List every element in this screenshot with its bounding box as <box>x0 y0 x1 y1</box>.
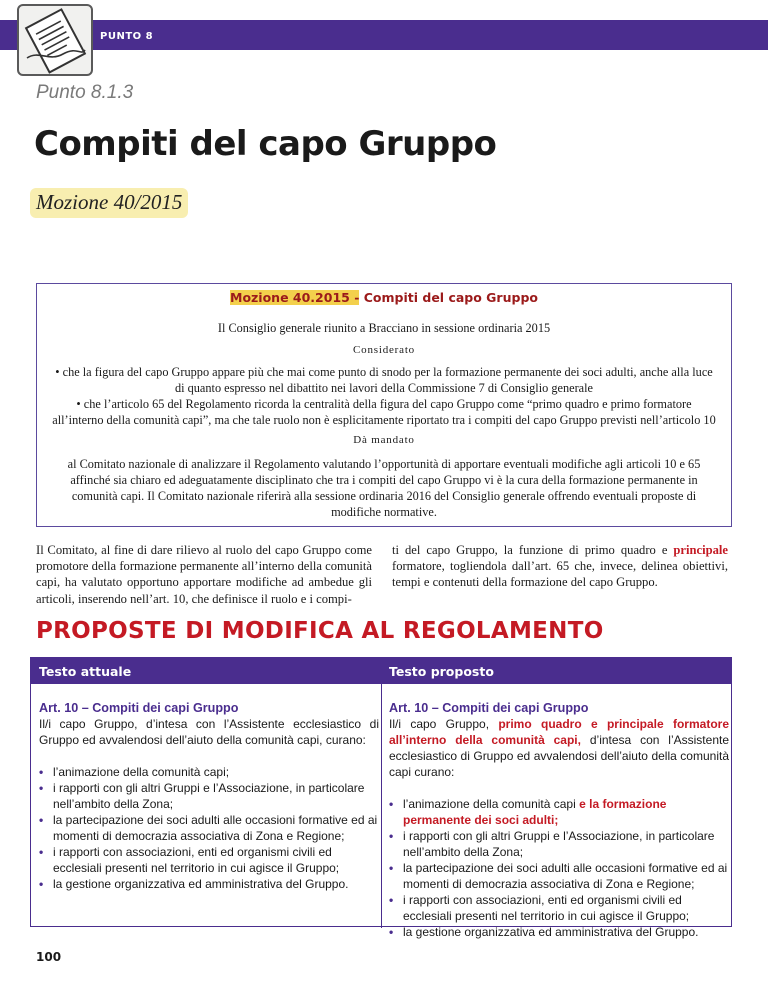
article-list <box>389 796 729 940</box>
subtitle: Punto 8.1.3 <box>36 82 134 103</box>
motion-heading-highlight: Mozione 40.2015 - <box>230 290 360 305</box>
proposed-text-column <box>389 700 729 940</box>
comparison-table <box>30 657 732 939</box>
prose-right-part-1: ti del capo Gruppo, la funzione di primo quadro e <box>392 543 674 557</box>
section-label: PUNTO 8 <box>100 31 154 42</box>
list-item: • l’animazione della comunità capi; <box>39 764 379 780</box>
list-item: • i rapporti con associazioni, enti ed organismi civili ed ecclesiali presenti nel territorio in cui agisce il Gruppo; <box>389 892 729 924</box>
prose-left: Il Comitato, al fine di dare rilievo al ruolo del capo Gruppo come promotore della formazione permanente all’interno della comunità capi, ha valutato opportuno apportare modifiche ad ambedue gli articoli, inserendo nell’art. 10, che definisce il ruolo e i compi- <box>36 543 372 606</box>
list-item: • i rapporti con associazioni, enti ed organismi civili ed ecclesiali presenti nel territorio in cui agisce il Gruppo; <box>39 844 379 876</box>
document-icon <box>17 4 93 76</box>
prose-right-highlight: principale <box>673 543 728 557</box>
current-text-column <box>39 700 379 892</box>
column-divider <box>381 684 382 928</box>
section-title: PROPOSTE DI MODIFICA AL REGOLAMENTO <box>36 618 604 644</box>
item-added-text: e la formazione permanente dei soci adulti; <box>403 797 667 827</box>
list-item: • i rapporti con gli altri Gruppi e l’Associazione, in particolare nell’ambito della Zona; <box>389 828 729 860</box>
article-list <box>39 764 379 892</box>
motion-intro: Il Consiglio generale riunito a Bracciano in sessione ordinaria 2015 <box>217 321 551 335</box>
list-item <box>389 796 729 828</box>
mandato-text: al Comitato nazionale di analizzare il Regolamento valutando l’opportunità di apportare eventuali modifiche agli articoli 10 e 65 affinché sia chiaro ed adeguatamente disciplinato che tra i compiti del capo Gruppo vi è la cura della formazione permanente in comunità capi. Il Comitato nazionale riferirà alla sessione ordinaria 2016 del Consiglio generale offrendo eventuali proposte di modifiche normative. <box>67 457 701 519</box>
list-item: • la partecipazione dei soci adulti alle occasioni formative ed ai momenti di democrazia associativa di Zona e Regione; <box>39 812 379 844</box>
considerato-label: Considerato <box>353 344 415 356</box>
header-current-text: Testo attuale <box>39 664 132 679</box>
page-title: Compiti del capo Gruppo <box>34 124 497 164</box>
motion-tag: Mozione 40/2015 <box>30 188 188 218</box>
prose-right <box>392 542 728 591</box>
intro-part-1: Il/i capo Gruppo, <box>389 717 499 731</box>
article-intro: Il/i capo Gruppo, d’intesa con l’Assistente ecclesiastico di Gruppo ed avvalendosi dell’aiuto della comunità capi, curano: <box>39 717 379 747</box>
article-title: Art. 10 – Compiti dei capi Gruppo <box>389 701 589 715</box>
list-item: • la gestione organizzativa ed amministrativa del Gruppo. <box>39 876 379 892</box>
section-band <box>0 20 768 50</box>
comparison-header <box>31 658 731 684</box>
list-item: • la partecipazione dei soci adulti alle occasioni formative ed ai momenti di democrazia associativa di Zona e Regione; <box>389 860 729 892</box>
prose-right-part-2: formatore, togliendola dall’art. 65 che, invece, delinea obiettivi, tempi e contenuti della formazione del capo Gruppo. <box>392 559 728 590</box>
motion-heading <box>37 290 731 305</box>
article-title: Art. 10 – Compiti dei capi Gruppo <box>39 701 239 715</box>
motion-box <box>36 283 732 527</box>
considerato-item-2: • che l’articolo 65 del Regolamento ricorda la centralità della figura del capo Gruppo come “primo quadro e primo formatore all’interno della comunità capi”, ma che tale ruolo non è esplicitamente riportato tra i compiti del capo Gruppo previsti nell’articolo 10 <box>52 397 716 427</box>
article-intro <box>389 716 729 780</box>
header-proposed-text: Testo proposto <box>389 664 494 679</box>
considerato-item-1: • che la figura del capo Gruppo appare più che mai come punto di snodo per la formazione permanente dei soci adulti, anche alla luce di quanto espresso nel dibattito nei lavori della Commissione 7 di Consiglio generale <box>55 365 713 395</box>
page-number: 100 <box>36 950 62 964</box>
motion-heading-rest: Compiti del capo Gruppo <box>363 290 538 305</box>
intro-added-text: primo quadro e principale formatore all’interno della comunità capi, <box>389 717 729 747</box>
item-text: l’animazione della comunità capi <box>403 797 580 811</box>
mandato-label: Dà mandato <box>353 434 415 446</box>
list-item: • la gestione organizzativa ed amministrativa del Gruppo. <box>389 924 729 940</box>
list-item: • i rapporti con gli altri Gruppi e l’Associazione, in particolare nell’ambito della Zona; <box>39 780 379 812</box>
intro-part-2: d’intesa con l’Assistente ecclesiastico di Gruppo ed avvalendosi dell’aiuto della comunità capi curano: <box>389 733 729 779</box>
